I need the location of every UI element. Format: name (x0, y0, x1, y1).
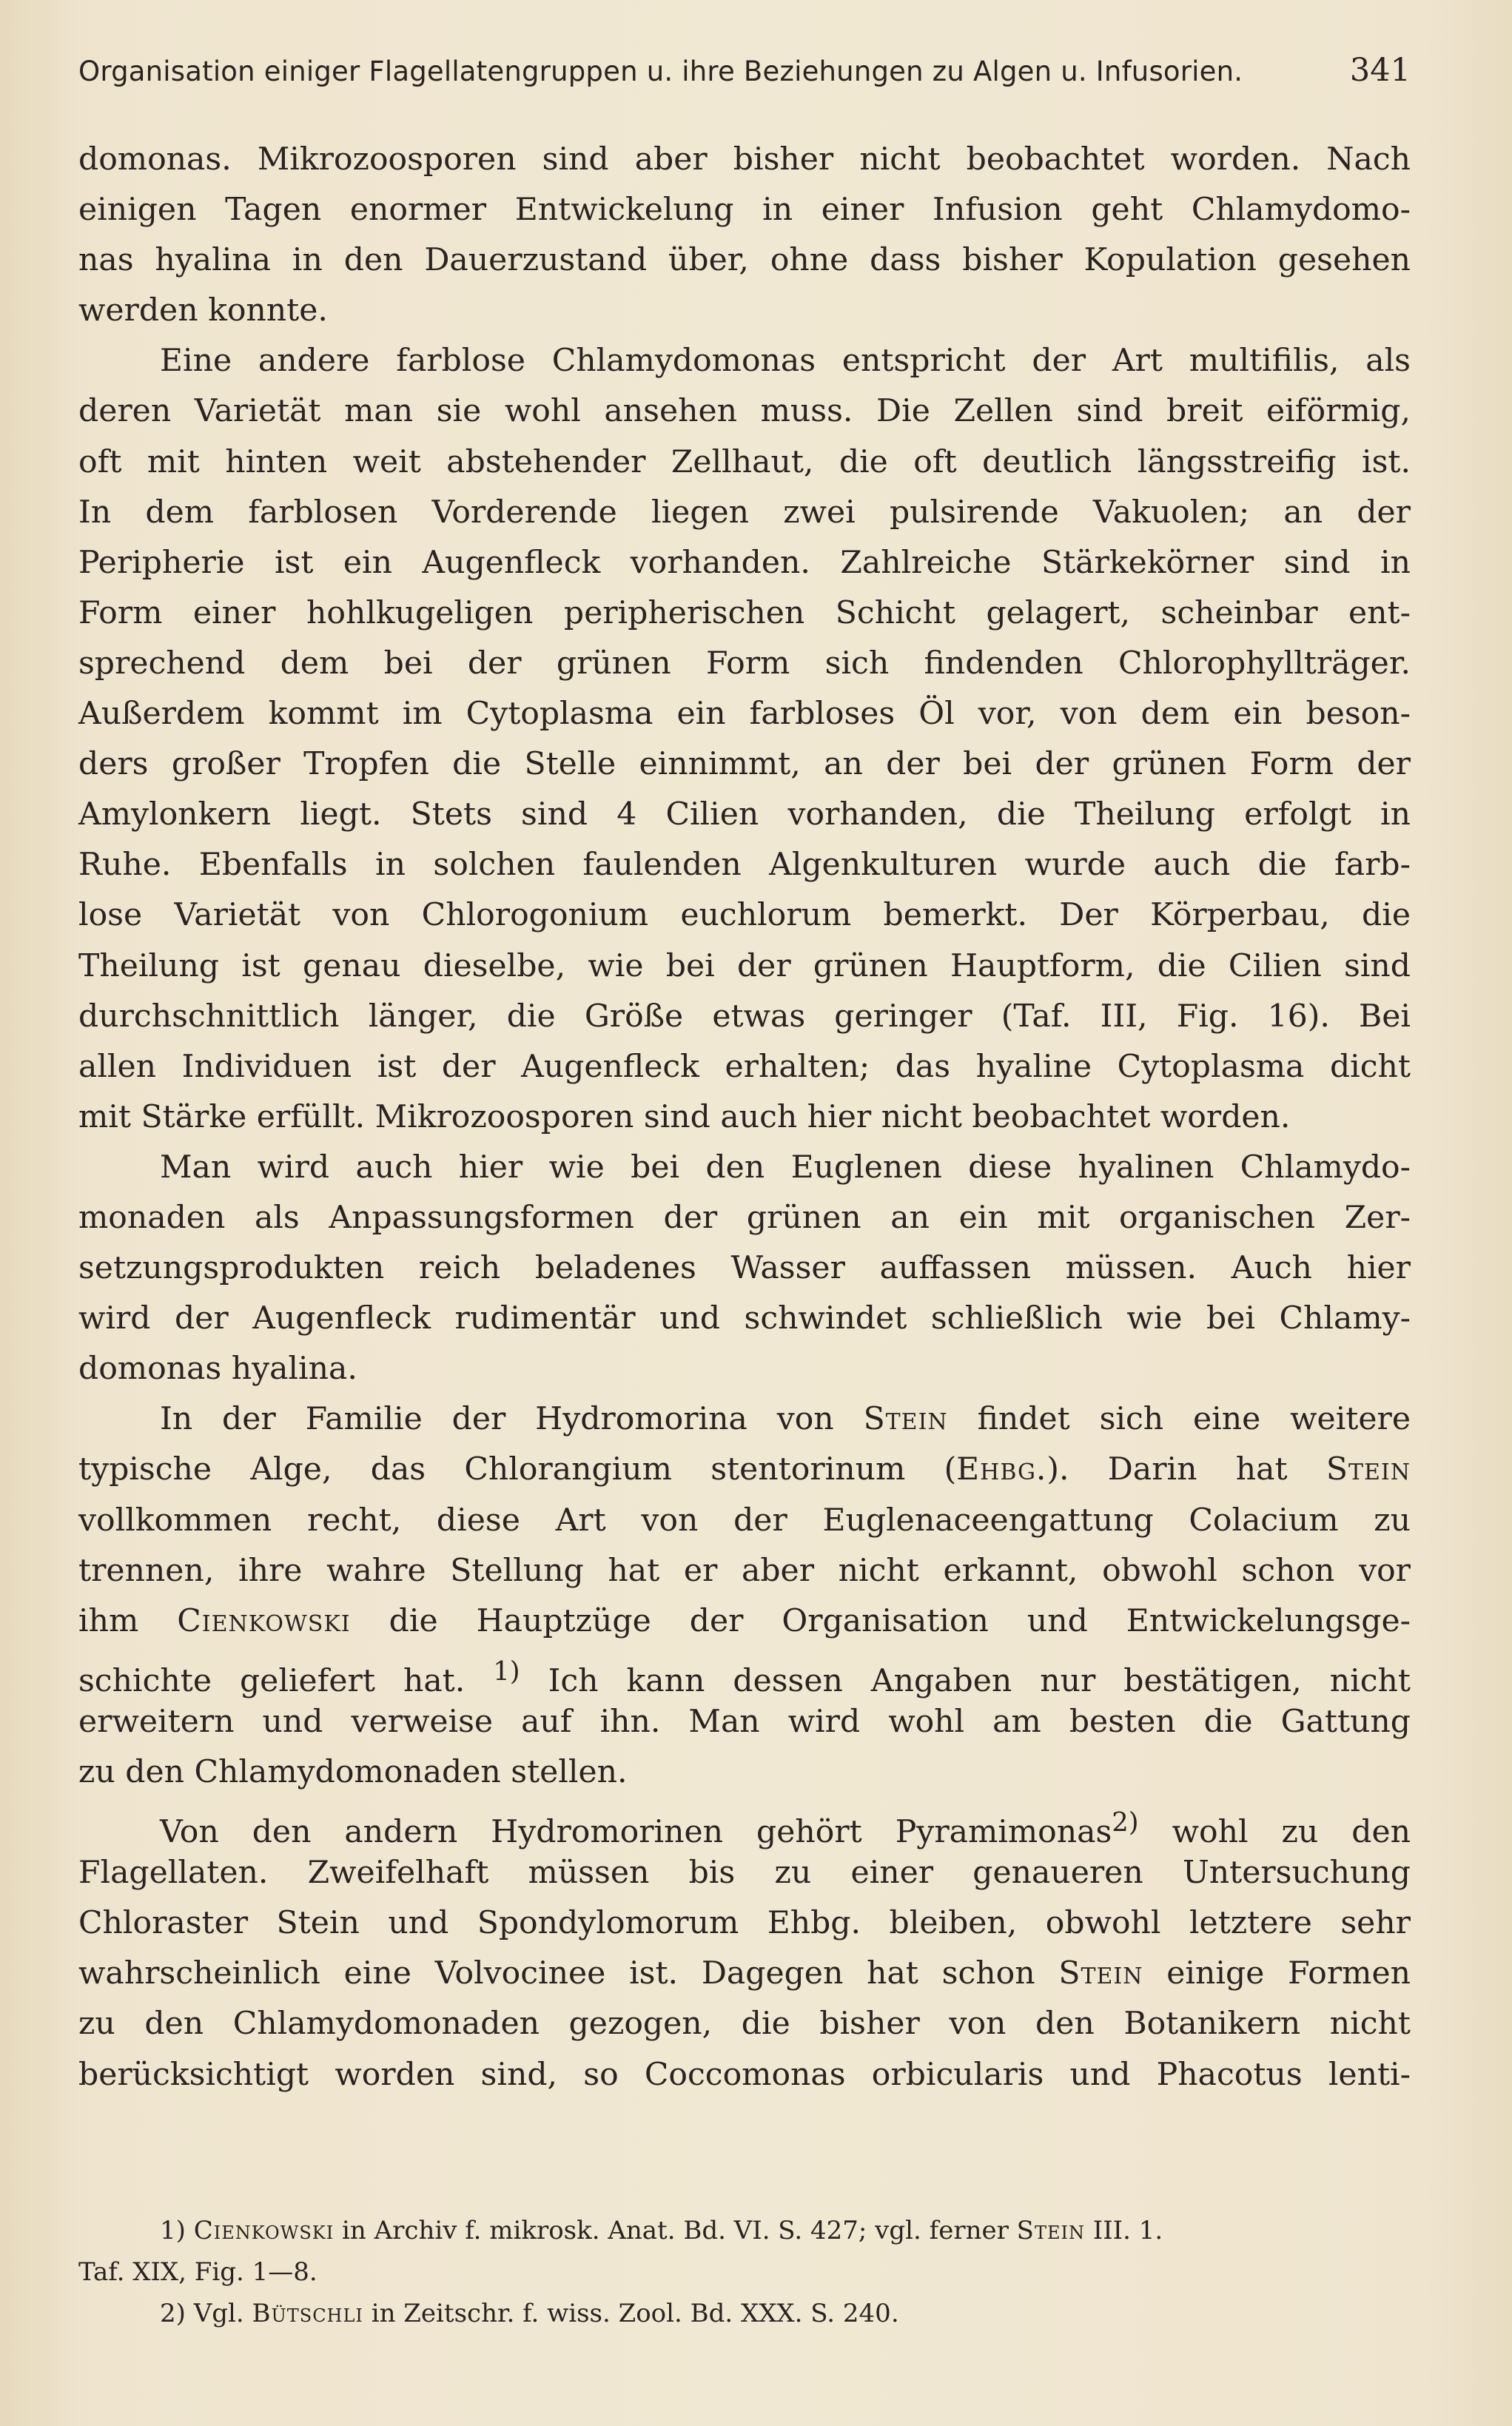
footnote-2 (78, 2293, 1411, 2334)
author-name: Stein (1325, 1451, 1411, 1488)
footnote-marker: 1) (160, 2216, 186, 2245)
text-segment: einige Formen (1166, 1955, 1411, 1992)
footnote-1-continued: Taf. XIX, Fig. 1—8. (78, 2257, 317, 2287)
text-line: zu den Chlamydomonaden gezogen, die bisher von den Botanikern nicht (78, 2006, 1411, 2043)
text-line: Amylonkern liegt. Stets sind 4 Cilien vorhanden, die Theilung erfolgt in (78, 796, 1411, 833)
text-line (78, 1798, 1411, 1851)
text-line (78, 1394, 1411, 1445)
footnote-text: III. 1. (1092, 2216, 1163, 2245)
text-line: setzungsprodukten reich beladenes Wasser auffassen müssen. Auch hier (78, 1250, 1411, 1287)
text-line: Theilung ist genau dieselbe, wie bei der grünen Hauptform, die Cilien sind (78, 947, 1411, 984)
footnote-author: Stein (1016, 2216, 1085, 2245)
footnote-text: in Zeitschr. f. wiss. Zool. Bd. XXX. S. 240. (371, 2299, 899, 2328)
footnote-author: Bütschli (252, 2299, 363, 2328)
text-line: einigen Tagen enormer Entwickelung in einer Infusion geht Chlamydomo- (78, 192, 1411, 229)
text-line: deren Varietät man sie wohl ansehen muss. Die Zellen sind breit eiförmig, (78, 393, 1411, 430)
author-name: Stein (863, 1401, 948, 1438)
text-line: Man wird auch hier wie bei den Euglenen diese hyalinen Chlamydo- (160, 1149, 1411, 1186)
text-segment: wahrscheinlich eine Volvocinee ist. Dagegen hat schon (78, 1955, 1035, 1992)
footnote-ref: 1) (493, 1656, 520, 1687)
footnote-marker: 2) (160, 2299, 186, 2328)
text-segment: schichte geliefert hat. (78, 1662, 466, 1699)
text-line: domonas. Mikrozoosporen sind aber bisher nicht beobachtet worden. Nach (78, 141, 1411, 178)
text-segment: typische Alge, das Chlorangium stentorinum ( (78, 1451, 957, 1488)
footnote-author: Cienkowski (193, 2216, 335, 2245)
text-line: oft mit hinten weit abstehender Zellhaut, die oft deutlich längsstreifig ist. (78, 443, 1411, 480)
text-segment: die Hauptzüge der Organisation und Entwickelungsge- (389, 1602, 1411, 1639)
text-line (78, 1445, 1411, 1495)
text-line: lose Varietät von Chlorogonium euchlorum bemerkt. Der Körperbau, die (78, 897, 1411, 934)
body-text (78, 135, 1411, 2100)
text-line (78, 1949, 1411, 1999)
text-line: Eine andere farblose Chlamydomonas entspricht der Art multifilis, als (160, 343, 1411, 380)
text-line: mit Stärke erfüllt. Mikrozoosporen sind auch hier nicht beobachtet worden. (78, 1098, 1291, 1135)
text-line: nas hyalina in den Dauerzustand über, ohne dass bisher Kopulation gesehen (78, 242, 1411, 279)
text-line: vollkommen recht, diese Art von der Euglenaceengattung Colacium zu (78, 1502, 1411, 1539)
text-segment: wohl zu den (1172, 1814, 1411, 1851)
footnote-ref: 2) (1112, 1807, 1139, 1838)
text-line (78, 1596, 1411, 1647)
author-name: Ehbg. (956, 1451, 1047, 1488)
text-line: Außerdem kommt im Cytoplasma ein farbloses Öl vor, von dem ein beson- (78, 696, 1411, 733)
text-segment: In der Familie der Hydromorina von (160, 1401, 834, 1438)
text-line: Form einer hohlkugeligen peripherischen Schicht gelagert, scheinbar ent- (78, 594, 1411, 631)
page-number: 341 (1349, 52, 1411, 89)
text-line: zu den Chlamydomonaden stellen. (78, 1754, 628, 1790)
text-line: wird der Augenfleck rudimentär und schwindet schließlich wie bei Chlamy- (78, 1300, 1411, 1337)
text-line: Flagellaten. Zweifelhaft müssen bis zu einer genaueren Untersuchung (78, 1855, 1411, 1892)
text-line: domonas hyalina. (78, 1351, 357, 1388)
footnote-text: in Archiv f. mikrosk. Anat. Bd. VI. S. 427; vgl. ferner (342, 2216, 1009, 2245)
text-line: Chloraster Stein und Spondylomorum Ehbg. bleiben, obwohl letztere sehr (78, 1905, 1411, 1942)
running-title: Organisation einiger Flagellatengruppen u. ihre Beziehungen zu Algen u. Infusorien. (78, 56, 1243, 87)
running-head (78, 52, 1411, 104)
text-line: sprechend dem bei der grünen Form sich findenden Chlorophyllträger. (78, 645, 1411, 682)
text-line: durchschnittlich länger, die Größe etwas geringer (Taf. III, Fig. 16). Bei (78, 998, 1411, 1035)
text-segment: ). Darin hat (1046, 1451, 1288, 1488)
text-line: In dem farblosen Vorderende liegen zwei pulsirende Vakuolen; an der (78, 494, 1411, 531)
text-line: Peripherie ist ein Augenfleck vorhanden. Zahlreiche Stärkekörner sind in (78, 544, 1411, 581)
author-name: Cienkowski (177, 1602, 351, 1639)
text-segment: Von den andern Hydromorinen gehört Pyramimonas (160, 1814, 1112, 1851)
text-line: allen Individuen ist der Augenfleck erhalten; das hyaline Cytoplasma dicht (78, 1048, 1411, 1085)
footnote-1 (78, 2210, 1411, 2251)
text-segment: ihm (78, 1602, 139, 1639)
footnote-text: Vgl. (193, 2299, 244, 2328)
text-line: werden konnte. (78, 292, 328, 329)
text-segment: findet sich eine weitere (977, 1401, 1411, 1438)
text-line: ders großer Tropfen die Stelle einnimmt, an der bei der grünen Form der (78, 746, 1411, 783)
text-segment: Ich kann dessen Angaben nur bestätigen, nicht (548, 1662, 1411, 1699)
text-line: berücksichtigt worden sind, so Coccomonas orbicularis und Phacotus lenti- (78, 2056, 1411, 2093)
text-line: Ruhe. Ebenfalls in solchen faulenden Algenkulturen wurde auch die farb- (78, 847, 1411, 884)
text-line (78, 1647, 1411, 1697)
text-line: trennen, ihre wahre Stellung hat er aber nicht erkannt, obwohl schon vor (78, 1552, 1411, 1589)
text-line: erweitern und verweise auf ihn. Man wird wohl am besten die Gattung (78, 1703, 1411, 1740)
author-name: Stein (1058, 1955, 1143, 1992)
footnotes (78, 2210, 1411, 2334)
text-line: monaden als Anpassungsformen der grünen an ein mit organischen Zer- (78, 1199, 1411, 1236)
